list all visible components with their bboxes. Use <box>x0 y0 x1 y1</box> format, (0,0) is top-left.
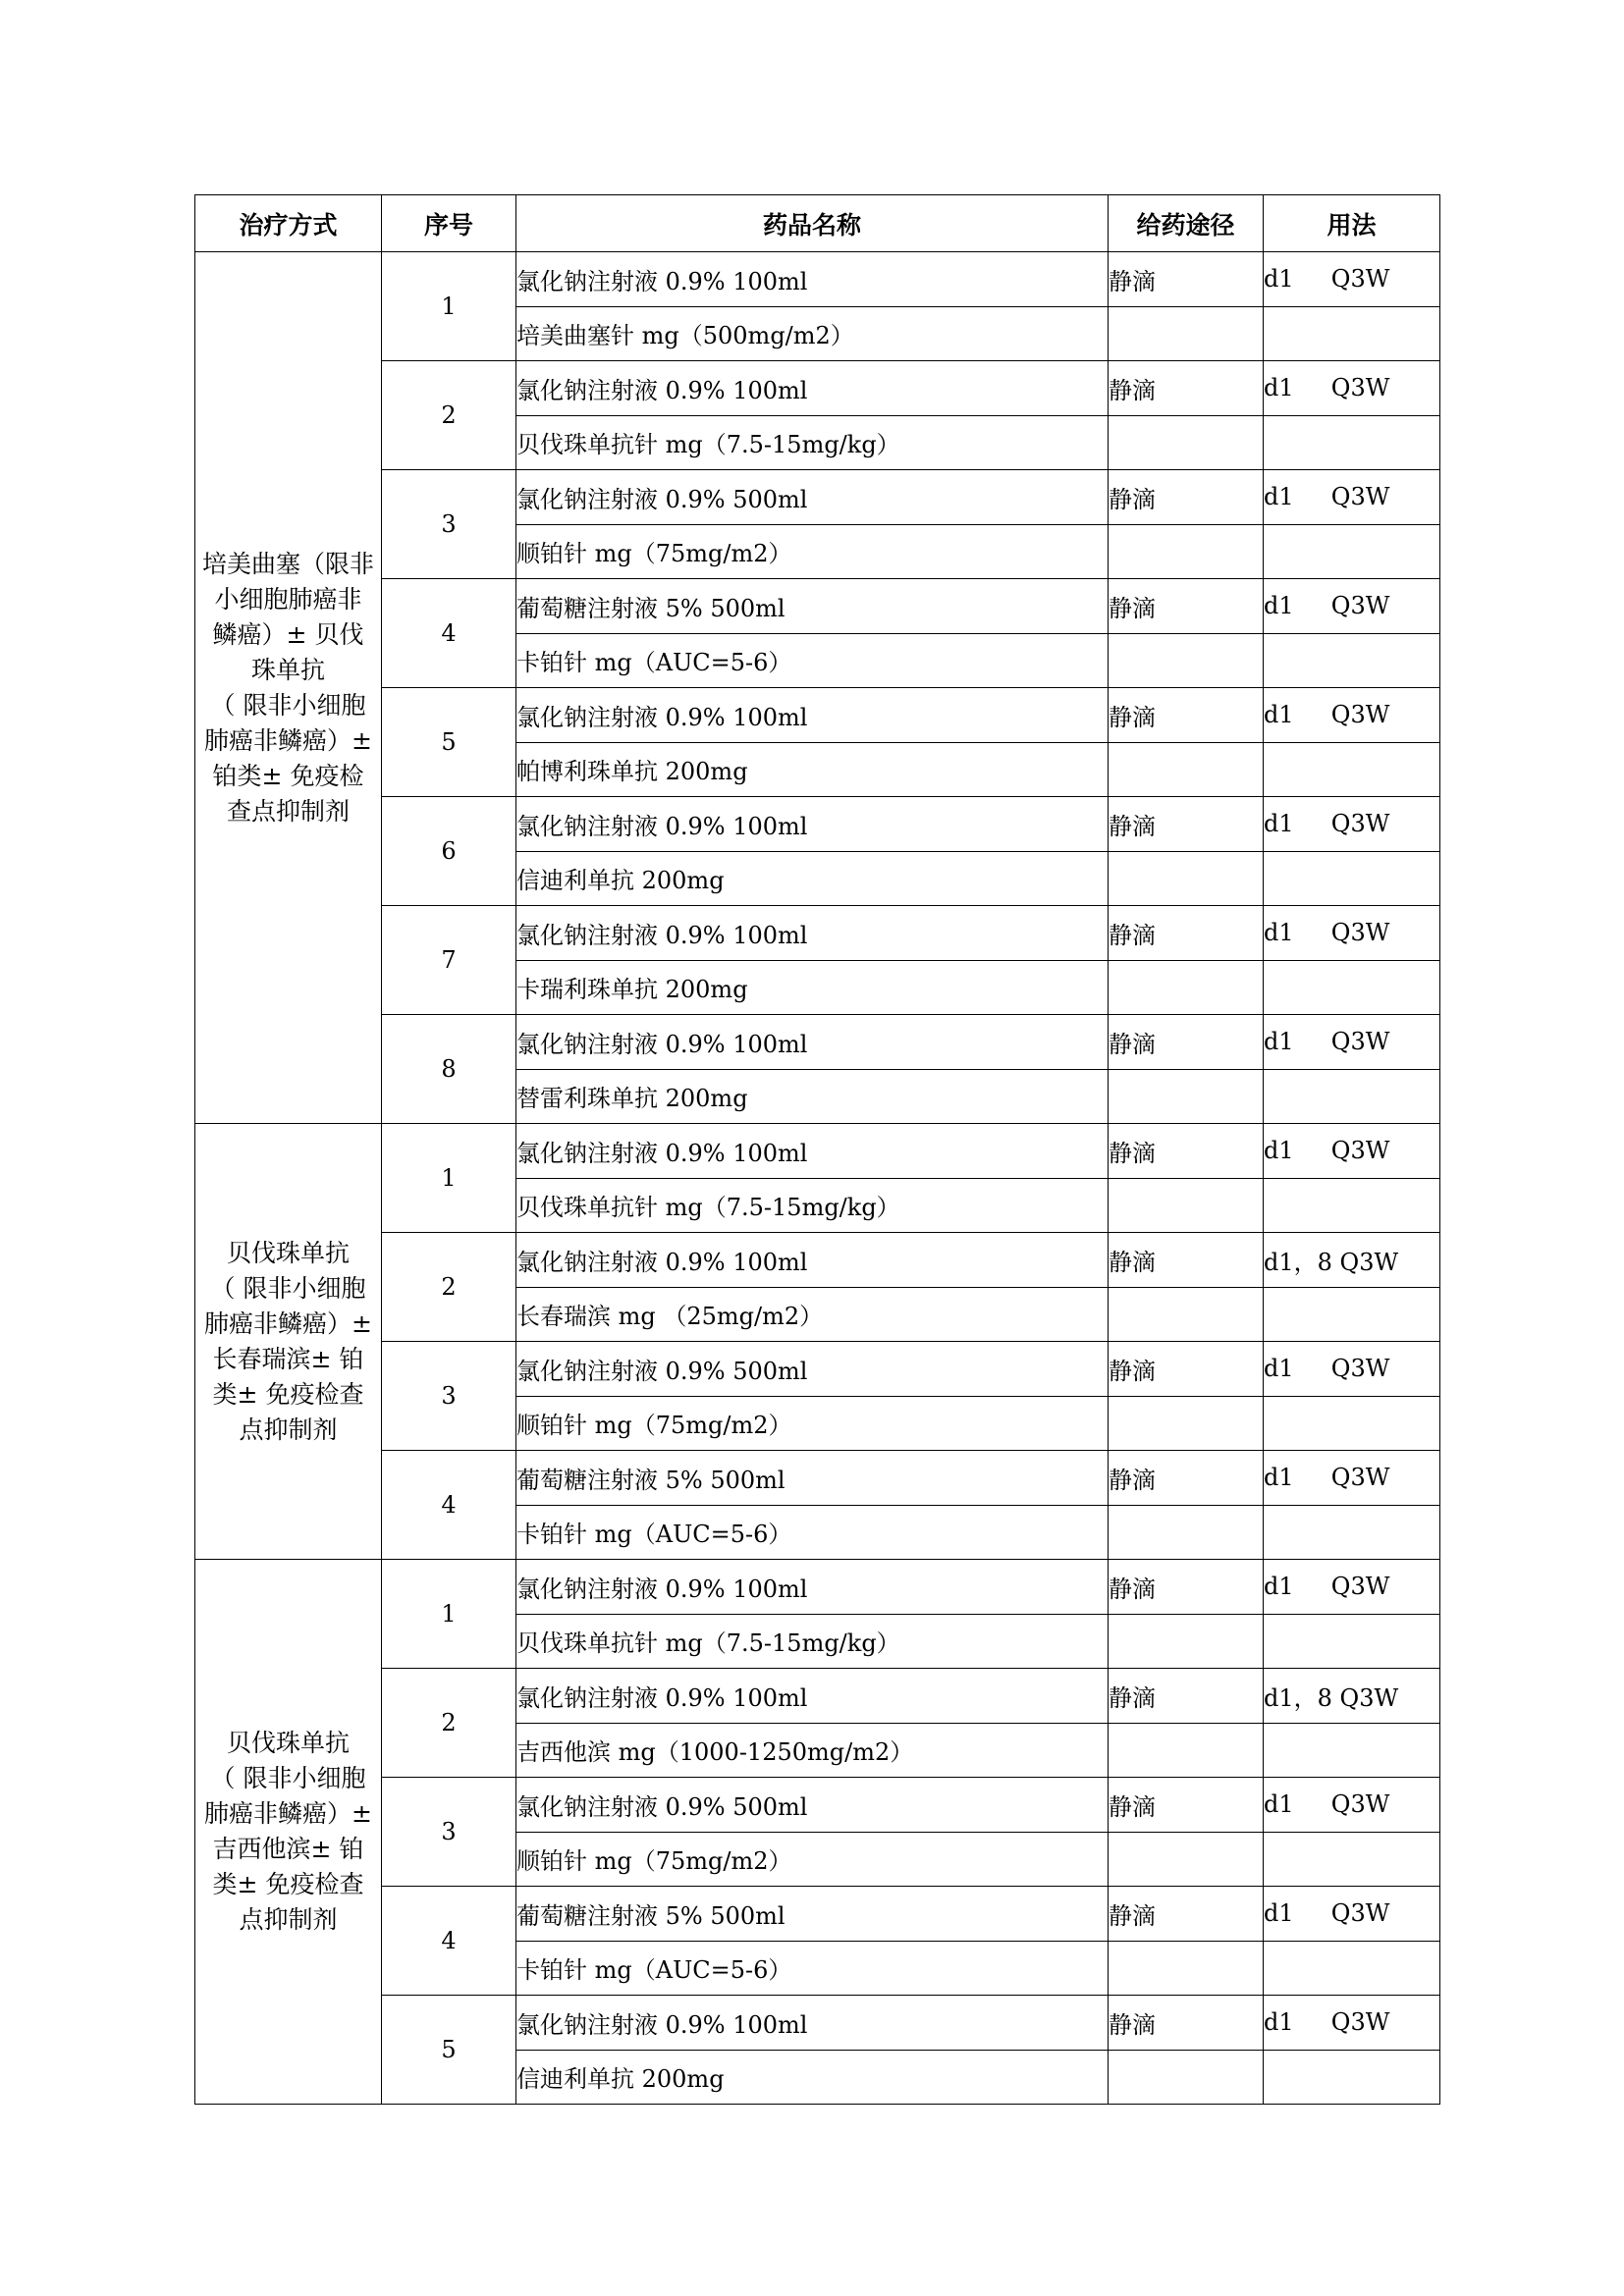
table-row <box>195 1124 1440 1179</box>
drug-name-cell: 氯化钠注射液 0.9% 100ml <box>516 906 1109 961</box>
route-cell: 静滴 <box>1109 688 1264 743</box>
seq-cell: 2 <box>382 1669 516 1778</box>
table-row <box>195 906 1440 961</box>
seq-cell: 5 <box>382 688 516 797</box>
route-cell: 静滴 <box>1109 1015 1264 1070</box>
drug-name-cell: 葡萄糖注射液 5% 500ml <box>516 1887 1109 1942</box>
route-cell: 静滴 <box>1109 1669 1264 1724</box>
usage-cell: d1 Q3W <box>1264 361 1440 416</box>
usage-cell: d1 Q3W <box>1264 1560 1440 1615</box>
route-cell-empty <box>1109 1723 1264 1778</box>
drug-name-cell: 氯化钠注射液 0.9% 100ml <box>516 1015 1109 1070</box>
seq-cell: 6 <box>382 797 516 906</box>
usage-cell-empty <box>1264 1178 1440 1233</box>
usage-cell: d1 Q3W <box>1264 1124 1440 1179</box>
route-cell: 静滴 <box>1109 1233 1264 1288</box>
seq-cell: 1 <box>382 1124 516 1233</box>
treatment-scheme-cell: 培美曲塞（限非 小细胞肺癌非 鳞癌）± 贝伐 珠单抗 （ 限非小细胞 肺癌非鳞癌）± 铂类± 免疫检 查点抑制剂 <box>195 252 382 1124</box>
seq-cell: 4 <box>382 1451 516 1560</box>
drug-name-cell: 氯化钠注射液 0.9% 100ml <box>516 688 1109 743</box>
usage-cell: d1 Q3W <box>1264 1887 1440 1942</box>
drug-name-cell: 氯化钠注射液 0.9% 500ml <box>516 1342 1109 1397</box>
drug-name-cell: 贝伐珠单抗针 mg（7.5-15mg/kg） <box>516 415 1109 470</box>
route-cell: 静滴 <box>1109 906 1264 961</box>
usage-cell: d1 Q3W <box>1264 252 1440 307</box>
usage-cell-empty <box>1264 415 1440 470</box>
usage-cell-empty <box>1264 1723 1440 1778</box>
seq-cell: 1 <box>382 1560 516 1669</box>
usage-cell: d1 Q3W <box>1264 1996 1440 2051</box>
route-cell-empty <box>1109 415 1264 470</box>
usage-cell: d1，8 Q3W <box>1264 1669 1440 1724</box>
drug-name-cell: 卡铂针 mg（AUC=5-6） <box>516 1505 1109 1560</box>
seq-cell: 4 <box>382 579 516 688</box>
table-row <box>195 361 1440 416</box>
route-cell-empty <box>1109 1614 1264 1669</box>
header-seq: 序号 <box>382 195 516 252</box>
route-cell-empty <box>1109 1941 1264 1996</box>
route-cell: 静滴 <box>1109 1560 1264 1615</box>
treatment-scheme-cell: 贝伐珠单抗 （ 限非小细胞 肺癌非鳞癌）± 长春瑞滨± 铂 类± 免疫检查 点抑制剂 <box>195 1124 382 1560</box>
route-cell: 静滴 <box>1109 797 1264 852</box>
drug-name-cell: 顺铂针 mg（75mg/m2） <box>516 1396 1109 1451</box>
regimen-table <box>194 194 1440 2105</box>
usage-cell-empty <box>1264 1614 1440 1669</box>
drug-name-cell: 氯化钠注射液 0.9% 100ml <box>516 1669 1109 1724</box>
route-cell: 静滴 <box>1109 579 1264 634</box>
table-row <box>195 1342 1440 1397</box>
table-row <box>195 797 1440 852</box>
route-cell-empty <box>1109 633 1264 688</box>
route-cell: 静滴 <box>1109 1451 1264 1506</box>
drug-name-cell: 贝伐珠单抗针 mg（7.5-15mg/kg） <box>516 1614 1109 1669</box>
seq-cell: 1 <box>382 252 516 361</box>
route-cell: 静滴 <box>1109 1124 1264 1179</box>
table-row <box>195 688 1440 743</box>
header-usage: 用法 <box>1264 195 1440 252</box>
route-cell: 静滴 <box>1109 1887 1264 1942</box>
usage-cell-empty <box>1264 1396 1440 1451</box>
usage-cell: d1 Q3W <box>1264 1015 1440 1070</box>
usage-cell-empty <box>1264 1941 1440 1996</box>
drug-name-cell: 卡铂针 mg（AUC=5-6） <box>516 633 1109 688</box>
usage-cell-empty <box>1264 1069 1440 1124</box>
usage-cell: d1 Q3W <box>1264 906 1440 961</box>
table-row <box>195 1669 1440 1724</box>
route-cell-empty <box>1109 1287 1264 1342</box>
route-cell: 静滴 <box>1109 252 1264 307</box>
table-row <box>195 1233 1440 1288</box>
usage-cell: d1 Q3W <box>1264 797 1440 852</box>
usage-cell-empty <box>1264 633 1440 688</box>
usage-cell: d1 Q3W <box>1264 688 1440 743</box>
table-row <box>195 1778 1440 1833</box>
route-cell-empty <box>1109 1069 1264 1124</box>
header-drug: 药品名称 <box>516 195 1109 252</box>
usage-cell-empty <box>1264 524 1440 579</box>
drug-name-cell: 信迪利单抗 200mg <box>516 851 1109 906</box>
table-row <box>195 470 1440 525</box>
usage-cell-empty <box>1264 851 1440 906</box>
seq-cell: 2 <box>382 1233 516 1342</box>
header-treatment: 治疗方式 <box>195 195 382 252</box>
route-cell-empty <box>1109 1396 1264 1451</box>
table-row <box>195 1996 1440 2051</box>
drug-name-cell: 氯化钠注射液 0.9% 100ml <box>516 1233 1109 1288</box>
seq-cell: 2 <box>382 361 516 470</box>
seq-cell: 3 <box>382 470 516 579</box>
usage-cell-empty <box>1264 1832 1440 1887</box>
seq-cell: 5 <box>382 1996 516 2105</box>
usage-cell-empty <box>1264 960 1440 1015</box>
seq-cell: 4 <box>382 1887 516 1996</box>
drug-name-cell: 氯化钠注射液 0.9% 100ml <box>516 361 1109 416</box>
route-cell-empty <box>1109 1832 1264 1887</box>
treatment-scheme-cell: 贝伐珠单抗 （ 限非小细胞 肺癌非鳞癌）± 吉西他滨± 铂 类± 免疫检查 点抑制剂 <box>195 1560 382 2105</box>
seq-cell: 8 <box>382 1015 516 1124</box>
drug-name-cell: 氯化钠注射液 0.9% 500ml <box>516 1778 1109 1833</box>
route-cell-empty <box>1109 1178 1264 1233</box>
drug-name-cell: 氯化钠注射液 0.9% 100ml <box>516 1560 1109 1615</box>
drug-name-cell: 培美曲塞针 mg（500mg/m2） <box>516 306 1109 361</box>
usage-cell-empty <box>1264 1505 1440 1560</box>
table-row <box>195 1560 1440 1615</box>
header-row <box>195 195 1440 252</box>
drug-name-cell: 卡铂针 mg（AUC=5-6） <box>516 1941 1109 1996</box>
drug-name-cell: 贝伐珠单抗针 mg（7.5-15mg/kg） <box>516 1178 1109 1233</box>
header-route: 给药途径 <box>1109 195 1264 252</box>
drug-name-cell: 顺铂针 mg（75mg/m2） <box>516 1832 1109 1887</box>
drug-name-cell: 吉西他滨 mg（1000-1250mg/m2） <box>516 1723 1109 1778</box>
drug-name-cell: 氯化钠注射液 0.9% 100ml <box>516 797 1109 852</box>
drug-name-cell: 氯化钠注射液 0.9% 100ml <box>516 1124 1109 1179</box>
drug-name-cell: 顺铂针 mg（75mg/m2） <box>516 524 1109 579</box>
usage-cell: d1 Q3W <box>1264 470 1440 525</box>
route-cell-empty <box>1109 960 1264 1015</box>
usage-cell-empty <box>1264 1287 1440 1342</box>
drug-name-cell: 帕博利珠单抗 200mg <box>516 742 1109 797</box>
usage-cell-empty <box>1264 2050 1440 2105</box>
seq-cell: 7 <box>382 906 516 1015</box>
usage-cell: d1，8 Q3W <box>1264 1233 1440 1288</box>
drug-name-cell: 葡萄糖注射液 5% 500ml <box>516 579 1109 634</box>
route-cell-empty <box>1109 306 1264 361</box>
route-cell-empty <box>1109 2050 1264 2105</box>
drug-name-cell: 葡萄糖注射液 5% 500ml <box>516 1451 1109 1506</box>
route-cell-empty <box>1109 742 1264 797</box>
route-cell-empty <box>1109 1505 1264 1560</box>
route-cell: 静滴 <box>1109 1996 1264 2051</box>
drug-name-cell: 氯化钠注射液 0.9% 100ml <box>516 1996 1109 2051</box>
table-row <box>195 252 1440 307</box>
route-cell-empty <box>1109 851 1264 906</box>
drug-name-cell: 长春瑞滨 mg （25mg/m2） <box>516 1287 1109 1342</box>
route-cell: 静滴 <box>1109 470 1264 525</box>
table-row <box>195 1451 1440 1506</box>
route-cell-empty <box>1109 524 1264 579</box>
route-cell: 静滴 <box>1109 1778 1264 1833</box>
regimen-body <box>195 252 1440 2105</box>
route-cell: 静滴 <box>1109 1342 1264 1397</box>
drug-name-cell: 替雷利珠单抗 200mg <box>516 1069 1109 1124</box>
usage-cell: d1 Q3W <box>1264 1778 1440 1833</box>
usage-cell: d1 Q3W <box>1264 1451 1440 1506</box>
usage-cell: d1 Q3W <box>1264 579 1440 634</box>
route-cell: 静滴 <box>1109 361 1264 416</box>
seq-cell: 3 <box>382 1778 516 1887</box>
table-row <box>195 579 1440 634</box>
usage-cell-empty <box>1264 306 1440 361</box>
drug-name-cell: 氯化钠注射液 0.9% 500ml <box>516 470 1109 525</box>
drug-name-cell: 氯化钠注射液 0.9% 100ml <box>516 252 1109 307</box>
usage-cell-empty <box>1264 742 1440 797</box>
table-row <box>195 1887 1440 1942</box>
usage-cell: d1 Q3W <box>1264 1342 1440 1397</box>
drug-name-cell: 卡瑞利珠单抗 200mg <box>516 960 1109 1015</box>
seq-cell: 3 <box>382 1342 516 1451</box>
table-row <box>195 1015 1440 1070</box>
drug-name-cell: 信迪利单抗 200mg <box>516 2050 1109 2105</box>
